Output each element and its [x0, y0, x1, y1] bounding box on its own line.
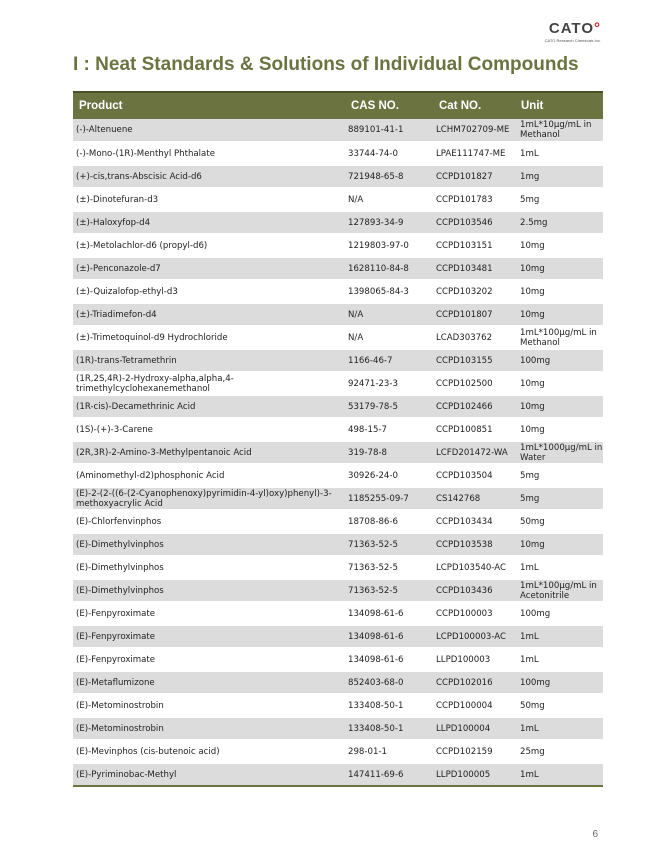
cas-cell: 852403-68-0 — [345, 671, 433, 694]
cas-cell: 298-01-1 — [345, 740, 433, 763]
unit-cell: 1mL — [517, 648, 603, 671]
cas-cell: 133408-50-1 — [345, 717, 433, 740]
product-cell: (±)-Trimetoquinol-d9 Hydrochloride — [73, 326, 345, 349]
table-row — [73, 165, 603, 188]
unit-cell: 10mg — [517, 533, 603, 556]
cas-cell: 319-78-8 — [345, 441, 433, 464]
cat-cell: LCPD103540-AC — [433, 556, 517, 579]
table-row — [73, 142, 603, 165]
cas-cell: N/A — [345, 303, 433, 326]
cat-cell: LCAD303762 — [433, 326, 517, 349]
cat-cell: CCPD100003 — [433, 602, 517, 625]
cas-cell: 147411-69-6 — [345, 763, 433, 786]
cas-cell: 1628110-84-8 — [345, 257, 433, 280]
unit-cell: 1mL — [517, 142, 603, 165]
unit-cell: 1mL — [517, 763, 603, 786]
cat-cell: LPAE111747-ME — [433, 142, 517, 165]
cas-cell: 498-15-7 — [345, 418, 433, 441]
unit-cell: 10mg — [517, 257, 603, 280]
table-row — [73, 188, 603, 211]
cas-cell: 33744-74-0 — [345, 142, 433, 165]
cat-cell: CCPD103434 — [433, 510, 517, 533]
cas-cell: N/A — [345, 326, 433, 349]
cat-cell: LCFD201472-WA — [433, 441, 517, 464]
cas-cell: 133408-50-1 — [345, 694, 433, 717]
product-cell: (1S)-(+)-3-Carene — [73, 418, 345, 441]
table-row — [73, 717, 603, 740]
table-row — [73, 395, 603, 418]
unit-cell: 10mg — [517, 303, 603, 326]
unit-cell: 10mg — [517, 395, 603, 418]
unit-cell: 1mL — [517, 556, 603, 579]
cas-cell: 71363-52-5 — [345, 533, 433, 556]
table-row — [73, 303, 603, 326]
cat-cell: LCPD100003-AC — [433, 625, 517, 648]
logo-tagline: CATO Research Chemicals Inc. — [544, 38, 601, 43]
unit-cell: 1mL*100μg/mL in Acetonitrile — [517, 579, 603, 602]
unit-cell: 2.5mg — [517, 211, 603, 234]
product-cell: (±)-Dinotefuran-d3 — [73, 188, 345, 211]
table-row — [73, 671, 603, 694]
unit-cell: 5mg — [517, 188, 603, 211]
table-row — [73, 648, 603, 671]
unit-cell: 10mg — [517, 418, 603, 441]
product-cell: (E)-Dimethylvinphos — [73, 579, 345, 602]
header-cat: Cat NO. — [433, 92, 517, 119]
cat-cell: CCPD102466 — [433, 395, 517, 418]
product-cell: (2R,3R)-2-Amino-3-Methylpentanoic Acid — [73, 441, 345, 464]
product-cell: (1R,2S,4R)-2-Hydroxy-alpha,alpha,4-trimethylcyclohexanemethanol — [73, 372, 345, 395]
unit-cell: 10mg — [517, 372, 603, 395]
unit-cell: 100mg — [517, 671, 603, 694]
cas-cell: 134098-61-6 — [345, 602, 433, 625]
cat-cell: CCPD103538 — [433, 533, 517, 556]
table-row — [73, 763, 603, 786]
cat-cell: LCHM702709-ME — [433, 119, 517, 142]
product-cell: (E)-Chlorfenvinphos — [73, 510, 345, 533]
cas-cell: 1398065-84-3 — [345, 280, 433, 303]
product-cell: (±)-Triadimefon-d4 — [73, 303, 345, 326]
unit-cell: 100mg — [517, 349, 603, 372]
table-row — [73, 234, 603, 257]
table-row — [73, 119, 603, 142]
cas-cell: 92471-23-3 — [345, 372, 433, 395]
cas-cell: N/A — [345, 188, 433, 211]
cat-cell: CCPD103151 — [433, 234, 517, 257]
cas-cell: 18708-86-6 — [345, 510, 433, 533]
table-row — [73, 464, 603, 487]
cas-cell: 721948-65-8 — [345, 165, 433, 188]
table-row — [73, 349, 603, 372]
cat-cell: CCPD103436 — [433, 579, 517, 602]
table-row — [73, 533, 603, 556]
table-row — [73, 211, 603, 234]
table-header-row — [73, 92, 603, 119]
product-cell: (-)-Altenuene — [73, 119, 345, 142]
table-row — [73, 579, 603, 602]
product-cell: (E)-Fenpyroximate — [73, 648, 345, 671]
cas-cell: 71363-52-5 — [345, 579, 433, 602]
product-cell: (E)-Metominostrobin — [73, 717, 345, 740]
table-row — [73, 326, 603, 349]
cato-logo — [531, 20, 601, 43]
cat-cell: LLPD100005 — [433, 763, 517, 786]
header-unit: Unit — [517, 92, 603, 119]
product-cell: (1R-cis)-Decamethrinic Acid — [73, 395, 345, 418]
cas-cell: 134098-61-6 — [345, 648, 433, 671]
product-cell: (E)-Dimethylvinphos — [73, 533, 345, 556]
cat-cell: CCPD103202 — [433, 280, 517, 303]
unit-cell: 10mg — [517, 280, 603, 303]
unit-cell: 10mg — [517, 234, 603, 257]
product-cell: (E)-Metominostrobin — [73, 694, 345, 717]
product-cell: (E)-Fenpyroximate — [73, 625, 345, 648]
product-cell: (E)-Metaflumizone — [73, 671, 345, 694]
cat-cell: CCPD101807 — [433, 303, 517, 326]
product-cell: (±)-Quizalofop-ethyl-d3 — [73, 280, 345, 303]
cat-cell: LLPD100003 — [433, 648, 517, 671]
unit-cell: 1mL*1000μg/mL in Water — [517, 441, 603, 464]
cat-cell: CCPD103155 — [433, 349, 517, 372]
cat-cell: CCPD103481 — [433, 257, 517, 280]
product-cell: (+)-cis,trans-Abscisic Acid-d6 — [73, 165, 345, 188]
product-cell: (E)-Pyriminobac-Methyl — [73, 763, 345, 786]
table-body — [73, 119, 603, 786]
cat-cell: CS142768 — [433, 487, 517, 510]
logo-mark-icon: ° — [594, 20, 601, 37]
cat-cell: CCPD100004 — [433, 694, 517, 717]
table-row — [73, 602, 603, 625]
table-row — [73, 510, 603, 533]
table-row — [73, 257, 603, 280]
product-cell: (±)-Haloxyfop-d4 — [73, 211, 345, 234]
unit-cell: 5mg — [517, 464, 603, 487]
product-cell: (±)-Metolachlor-d6 (propyl-d6) — [73, 234, 345, 257]
unit-cell: 50mg — [517, 510, 603, 533]
cat-cell: CCPD102500 — [433, 372, 517, 395]
table-row — [73, 280, 603, 303]
product-cell: (1R)-trans-Tetramethrin — [73, 349, 345, 372]
product-cell: (Aminomethyl-d2)phosphonic Acid — [73, 464, 345, 487]
product-cell: (E)-2-(2-((6-(2-Cyanophenoxy)pyrimidin-4-yl)oxy)phenyl)-3-methoxyacrylic Acid — [73, 487, 345, 510]
cat-cell: CCPD102016 — [433, 671, 517, 694]
unit-cell: 5mg — [517, 487, 603, 510]
unit-cell: 1mL — [517, 625, 603, 648]
cat-cell: CCPD103546 — [433, 211, 517, 234]
cas-cell: 1185255-09-7 — [345, 487, 433, 510]
cat-cell: CCPD101827 — [433, 165, 517, 188]
table-row — [73, 372, 603, 395]
unit-cell: 1mg — [517, 165, 603, 188]
cas-cell: 1166-46-7 — [345, 349, 433, 372]
product-table — [73, 91, 603, 787]
header-cas: CAS NO. — [345, 92, 433, 119]
product-cell: (E)-Dimethylvinphos — [73, 556, 345, 579]
cas-cell: 127893-34-9 — [345, 211, 433, 234]
table-row — [73, 441, 603, 464]
section-title: I : Neat Standards & Solutions of Individual Compounds — [73, 54, 579, 75]
unit-cell: 100mg — [517, 602, 603, 625]
product-cell: (±)-Penconazole-d7 — [73, 257, 345, 280]
cat-cell: CCPD100851 — [433, 418, 517, 441]
table-row — [73, 556, 603, 579]
cat-cell: LLPD100004 — [433, 717, 517, 740]
unit-cell: 1mL*10μg/mL in Methanol — [517, 119, 603, 142]
cas-cell: 134098-61-6 — [345, 625, 433, 648]
unit-cell: 1mL*100μg/mL in Methanol — [517, 326, 603, 349]
table-row — [73, 740, 603, 763]
product-cell: (-)-Mono-(1R)-Menthyl Phthalate — [73, 142, 345, 165]
header-product: Product — [73, 92, 345, 119]
unit-cell: 25mg — [517, 740, 603, 763]
table-row — [73, 694, 603, 717]
cat-cell: CCPD102159 — [433, 740, 517, 763]
page-number: 6 — [592, 829, 598, 840]
logo-brand: CATO° — [548, 20, 601, 37]
table-row — [73, 625, 603, 648]
cas-cell: 53179-78-5 — [345, 395, 433, 418]
product-cell: (E)-Fenpyroximate — [73, 602, 345, 625]
cas-cell: 889101-41-1 — [345, 119, 433, 142]
cat-cell: CCPD103504 — [433, 464, 517, 487]
unit-cell: 50mg — [517, 694, 603, 717]
cas-cell: 1219803-97-0 — [345, 234, 433, 257]
cat-cell: CCPD101783 — [433, 188, 517, 211]
product-cell: (E)-Mevinphos (cis-butenoic acid) — [73, 740, 345, 763]
unit-cell: 1mL — [517, 717, 603, 740]
cas-cell: 30926-24-0 — [345, 464, 433, 487]
table-row — [73, 418, 603, 441]
cas-cell: 71363-52-5 — [345, 556, 433, 579]
table-row — [73, 487, 603, 510]
